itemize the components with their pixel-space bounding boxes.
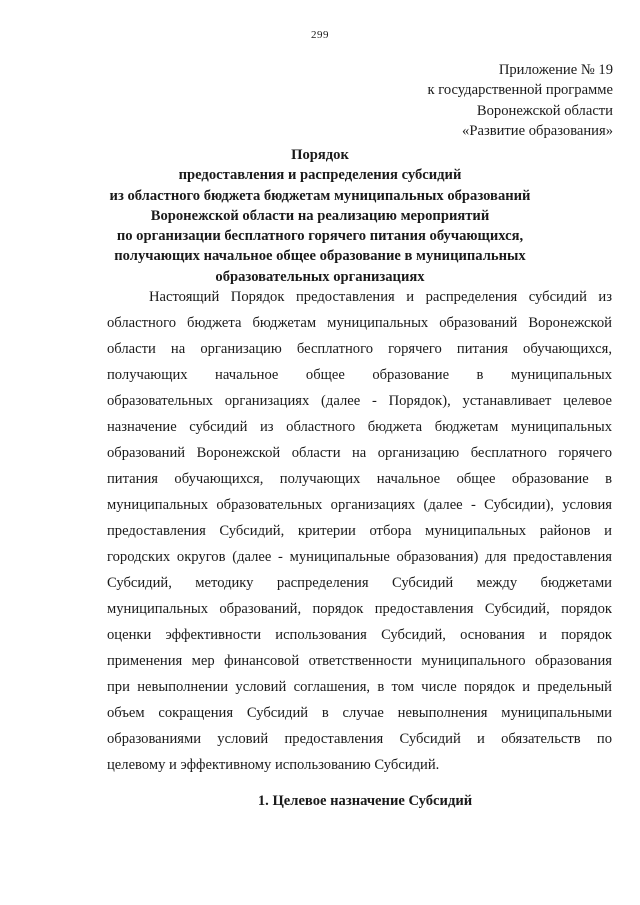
appendix-header bbox=[293, 60, 613, 141]
body-line: области на организацию бесплатного горячего питания обучающихся, bbox=[107, 341, 612, 357]
body-paragraph bbox=[107, 284, 612, 778]
body-line: объем сокращения Субсидий в случае невыполнения муниципальными bbox=[107, 705, 612, 721]
title-line: образовательных организациях bbox=[215, 268, 425, 285]
body-line: образований Воронежской области на организацию бесплатного горячего bbox=[107, 445, 612, 461]
title-line: Воронежской области на реализацию мероприятий bbox=[150, 207, 490, 224]
body-line: назначение субсидий из областного бюджета бюджетам муниципальных bbox=[107, 419, 612, 435]
title-line: из областного бюджета бюджетам муниципальных образований bbox=[109, 187, 531, 204]
body-line: городских округов (далее - муниципальные образования) для предоставления bbox=[107, 549, 612, 565]
body-line: получающих начальное общее образование в муниципальных bbox=[107, 367, 612, 383]
body-line: Настоящий Порядок предоставления и распределения субсидий из bbox=[149, 289, 612, 305]
body-line: питания обучающихся, получающих начальное общее образование в bbox=[107, 471, 612, 487]
title-line: по организации бесплатного горячего питания обучающихся, bbox=[116, 228, 524, 245]
appendix-line: «Развитие образования» bbox=[462, 122, 613, 139]
title-line: получающих начальное общее образование в муниципальных bbox=[114, 248, 526, 265]
body-line: областного бюджета бюджетам муниципальных образований Воронежской bbox=[107, 315, 612, 331]
body-line: предоставления Субсидий, критерии отбора муниципальных районов и bbox=[107, 523, 612, 539]
body-line: при невыполнении условий соглашения, в том числе порядок и предельный bbox=[107, 679, 612, 695]
appendix-line: Приложение № 19 bbox=[498, 62, 613, 78]
document-title bbox=[60, 145, 580, 287]
title-line: Порядок bbox=[291, 147, 349, 163]
section-heading: 1. Целевое назначение Субсидий bbox=[257, 793, 473, 809]
body-line: целевому и эффективному использованию Субсидий. bbox=[107, 757, 440, 773]
appendix-line: Воронежской области bbox=[476, 102, 613, 119]
body-line: применения мер финансовой ответственности муниципального образования bbox=[107, 653, 612, 669]
page-number: 299 bbox=[311, 29, 329, 41]
appendix-line: к государственной программе bbox=[427, 82, 613, 99]
body-line: муниципальных образований, порядок предоставления Субсидий, порядок bbox=[107, 601, 612, 617]
body-line: оценки эффективности использования Субсидий, основания и порядок bbox=[107, 627, 612, 643]
title-line: предоставления и распределения субсидий bbox=[178, 167, 462, 184]
body-line: образованиями условий предоставления Субсидий и обязательств по bbox=[107, 731, 612, 747]
body-line: муниципальных образовательных организациях (далее - Субсидии), условия bbox=[107, 497, 612, 513]
body-line: образовательных организациях (далее - Порядок), устанавливает целевое bbox=[107, 393, 612, 409]
body-line: Субсидий, методику распределения Субсидий между бюджетами bbox=[107, 575, 612, 591]
